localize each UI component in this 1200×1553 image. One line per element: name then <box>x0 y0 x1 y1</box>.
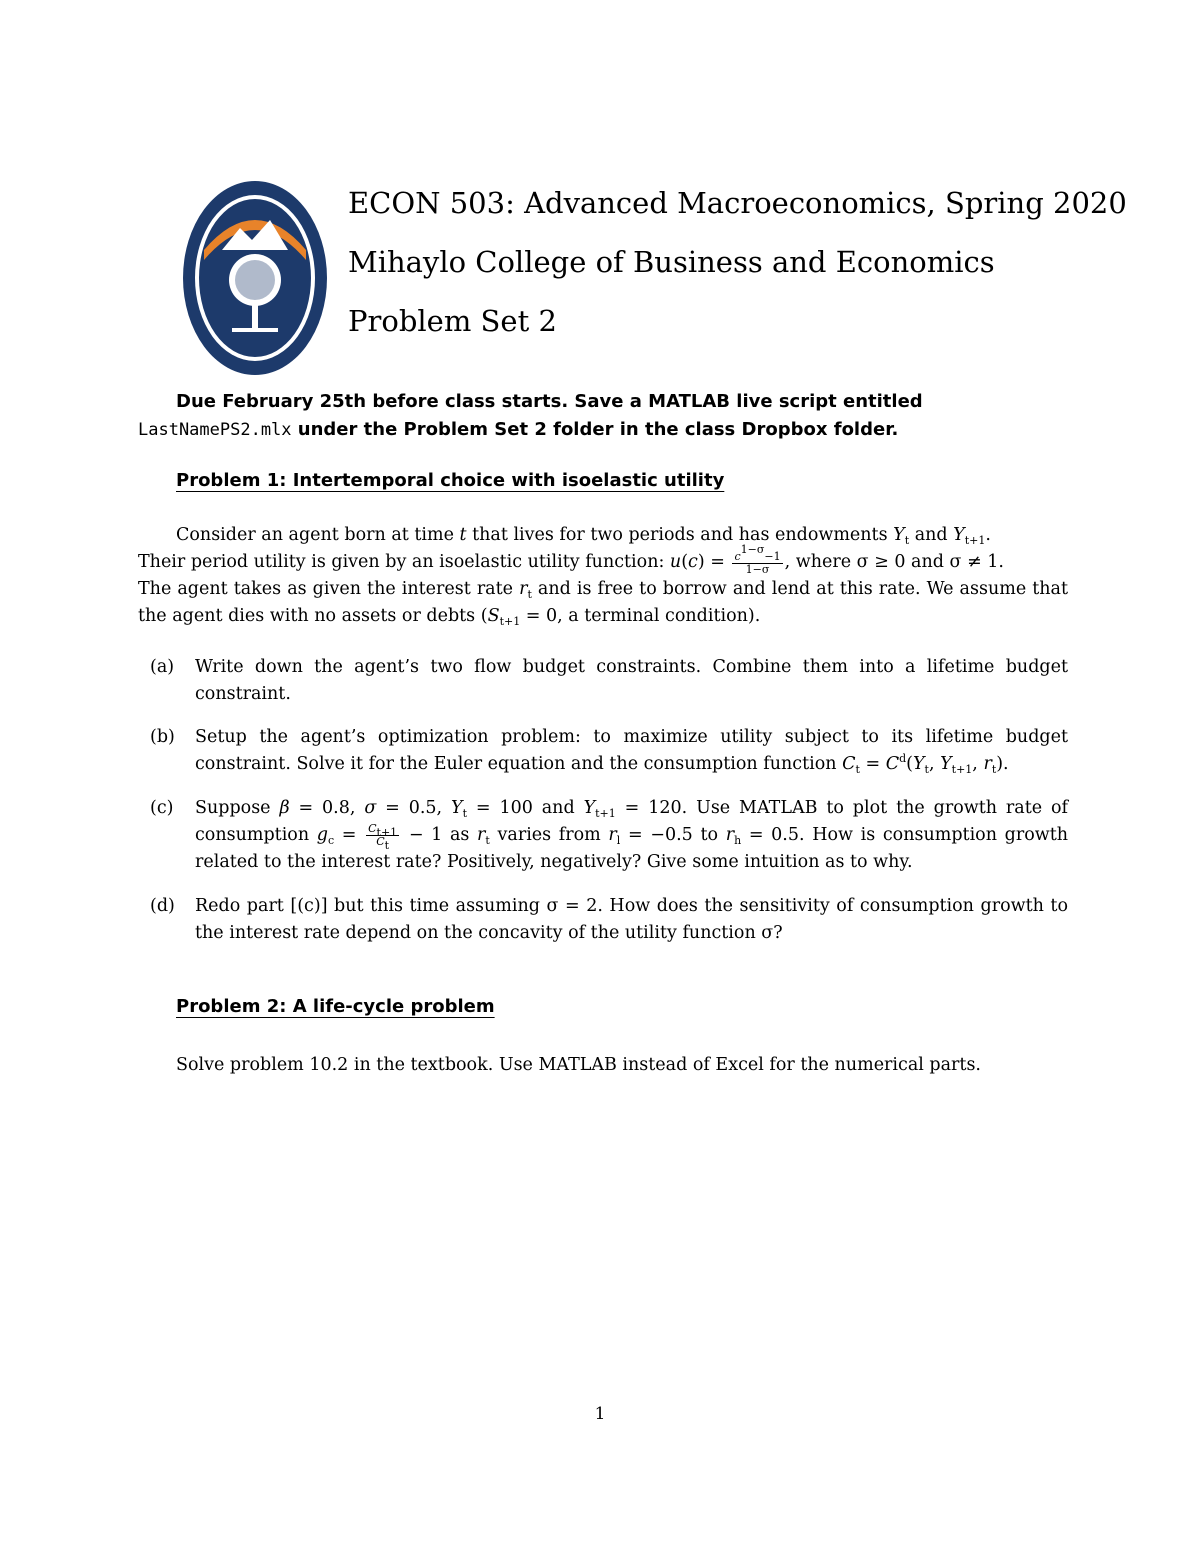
course-title: ECON 503: Advanced Macroeconomics, Spring 2020 <box>348 186 1127 220</box>
problem1-item-d: (d) Redo part [(c)] but this time assuming σ = 2. How does the sensitivity of consumption growth to the interest rate depend on the concavity of the utility function σ? <box>150 896 1068 943</box>
problem2-text: Solve problem 10.2 in the textbook. Use MATLAB instead of Excel for the numerical parts. <box>176 1055 981 1075</box>
problem1-item-a: (a) Write down the agent’s two flow budget constraints. Combine them into a lifetime budget constraint. <box>150 657 1068 704</box>
csuf-seal-logo <box>182 180 328 376</box>
due-notice <box>138 388 1068 444</box>
cross-reference-link[interactable]: (c) <box>297 896 321 916</box>
due-text-2: under the Problem Set 2 folder in the class Dropbox folder. <box>291 419 899 440</box>
problem-set-title: Problem Set 2 <box>348 304 557 338</box>
problem2-heading: Problem 2: A life-cycle problem <box>176 996 495 1017</box>
due-text: Due February 25th before class starts. Save a MATLAB live script entitled <box>176 391 923 412</box>
college-name: Mihaylo College of Business and Economics <box>348 245 995 279</box>
problem1-item-b: (b) Setup the agent’s optimization problem: to maximize utility subject to its lifetime budget constraint. Solve it for the Euler equation and the consumption function $C_t = C^d(Y_t$, $Y_{t+1}$, $r_t$). <box>150 727 1068 776</box>
problem1-item-c: (c) Suppose β = 0.8, σ = 0.5, $Y_t = 100$ and $Y_{t+1} = 120$. Use MATLAB to plot the growth rate of consumption $g_c$ = $\frac{C_{t+1}}{C_t}$ − 1 as $r_t$ varies from $r_l = -0.5$ to $r_h = 0.5$. How is consumption growth related to the interest rate? Positively, negatively? Give some intuition as to why. <box>150 798 1069 872</box>
page-number: 1 <box>594 1404 606 1424</box>
problem1-intro: Consider an agent born at time t that lives for two periods and has endowments $Y_t$ and $Y_{t+1}$. Their period utility is given by an isoelastic utility function: u(c) = $\frac{c^{1-\sigma}-1}{1-\sigma}$ , where σ ≥ 0 and σ ≠ 1. The agent takes as given the interest rate $r_t$ and is free to borrow and lend at this rate. We assume that the agent dies with no assets or debts ($S_{t+1} = 0$, a terminal condition). <box>138 525 1069 628</box>
due-filename: LastNamePS2.mlx <box>138 420 292 440</box>
problem1-heading: Problem 1: Intertemporal choice with isoelastic utility <box>176 470 725 491</box>
title-block <box>348 182 1127 359</box>
